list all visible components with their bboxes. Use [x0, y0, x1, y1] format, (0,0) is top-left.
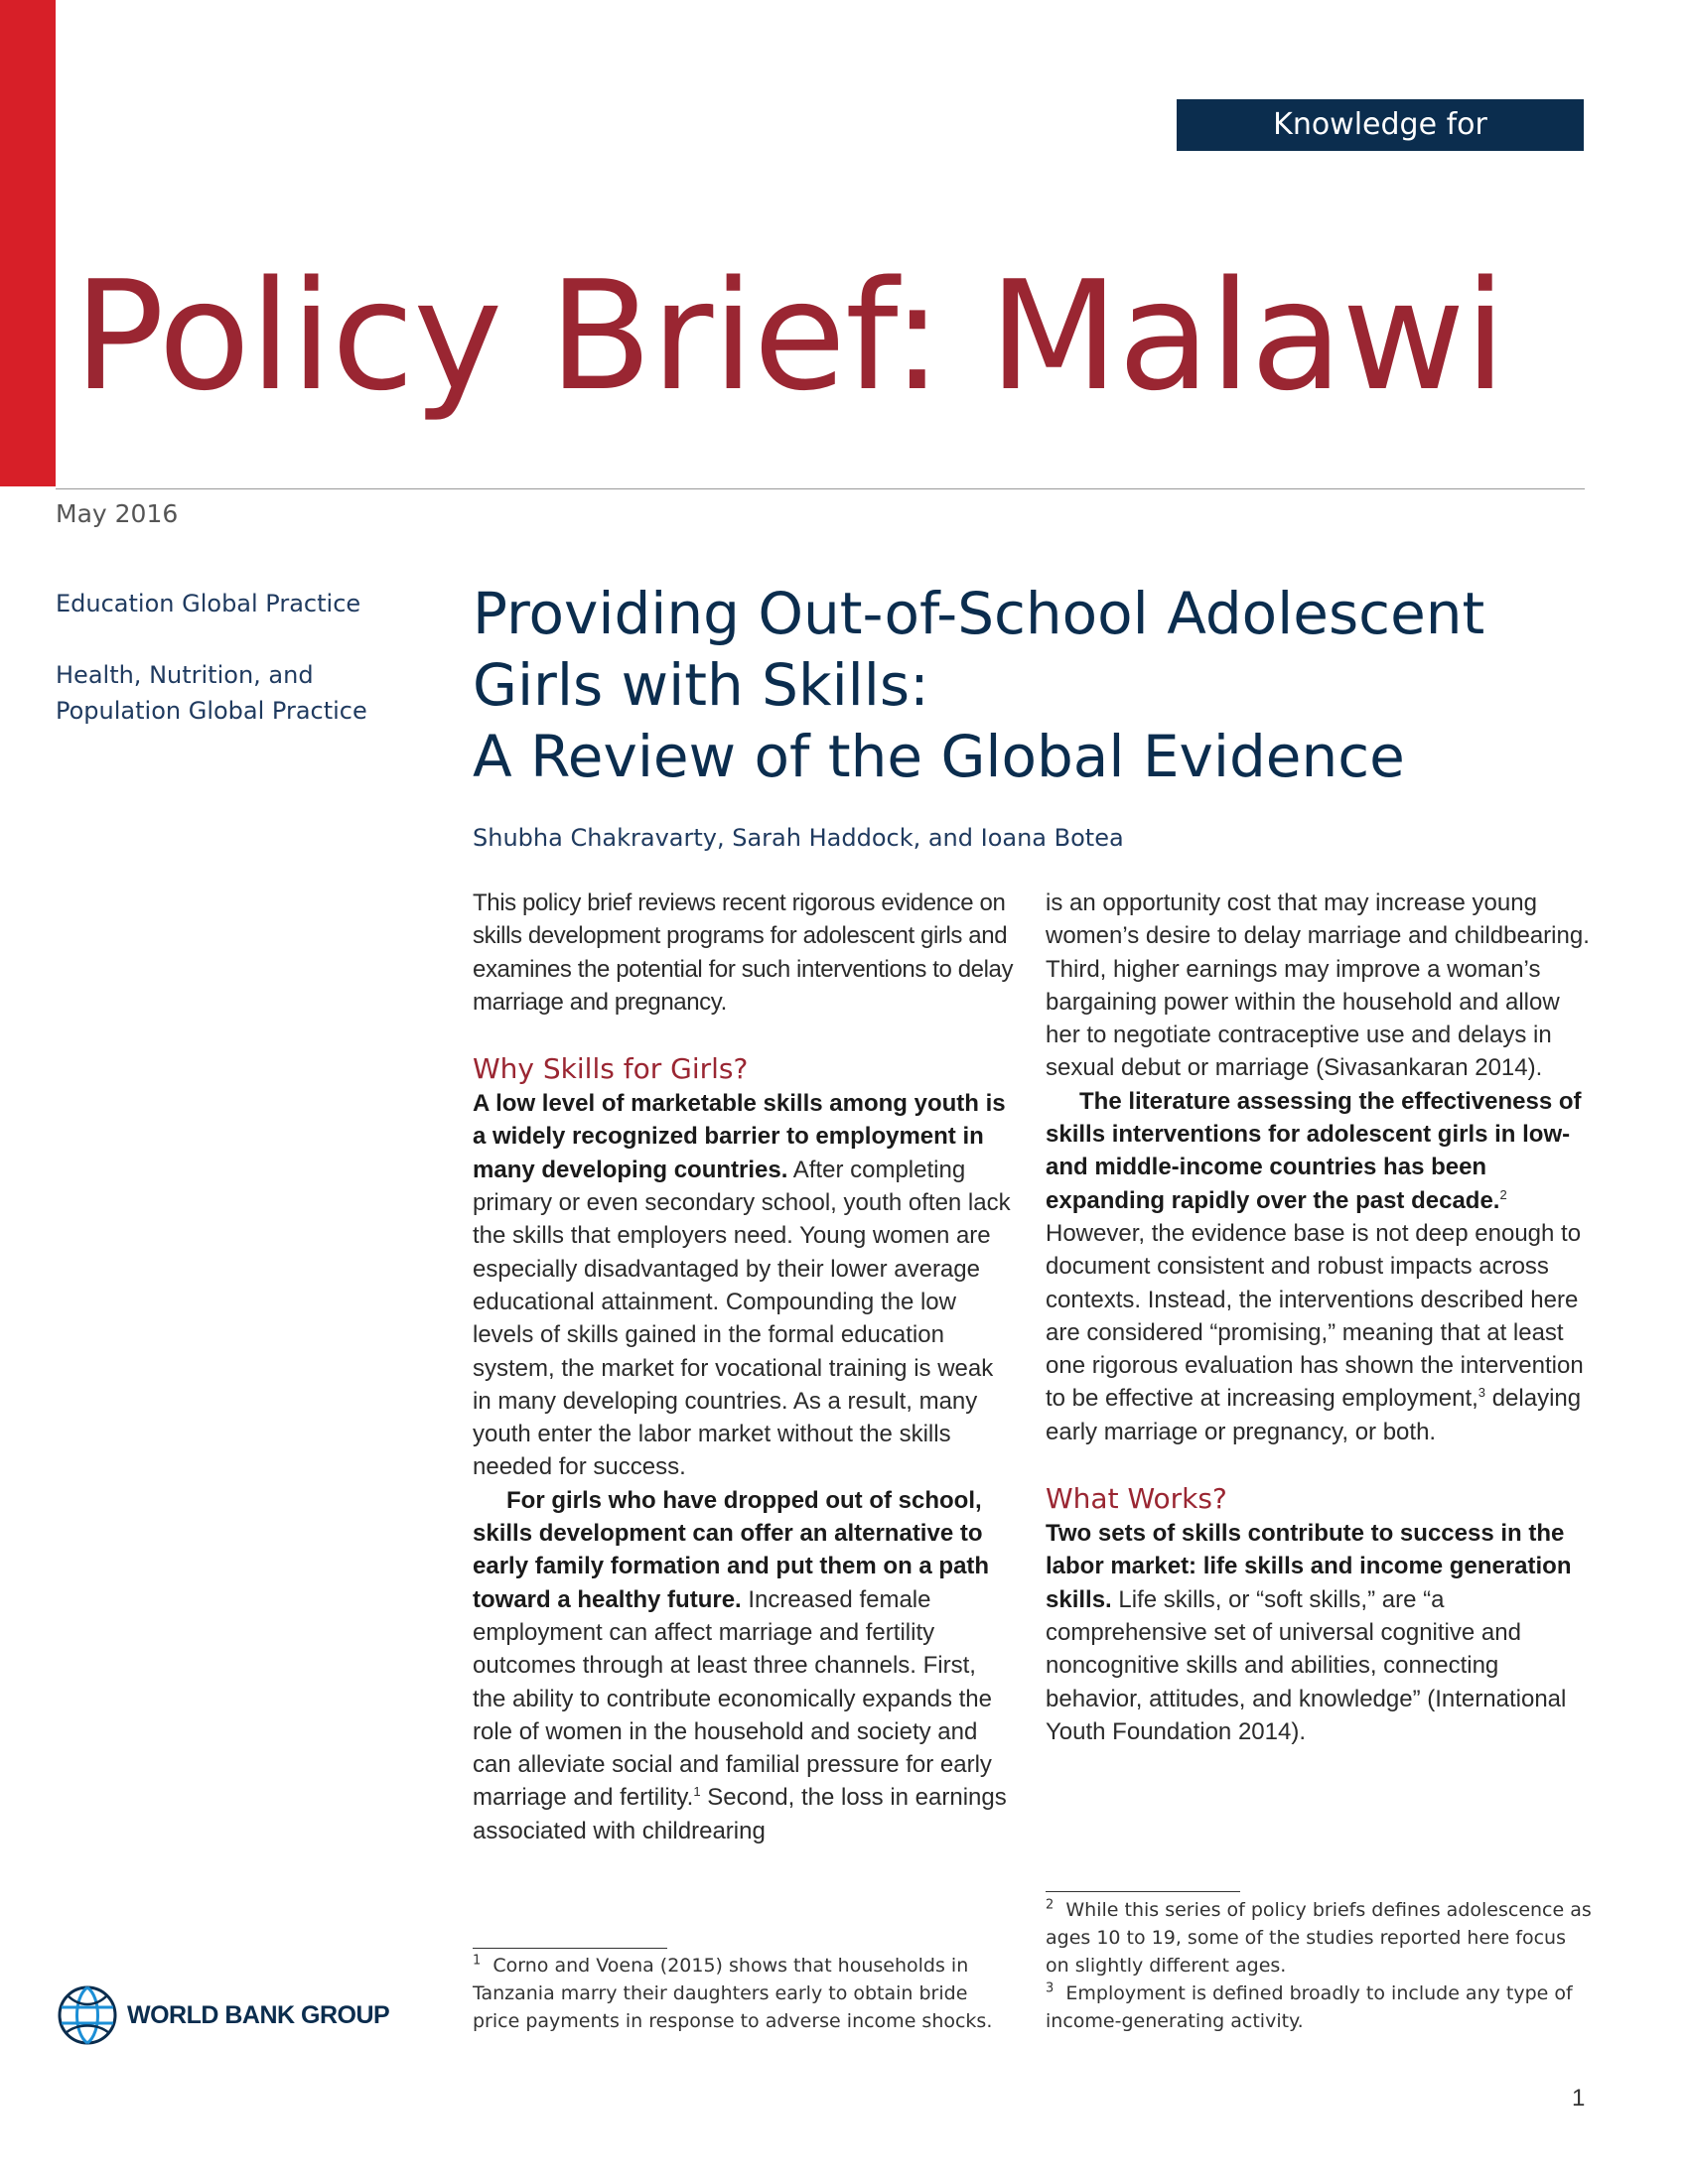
page-title: Policy Brief: Malawi: [73, 248, 1505, 424]
footnotes-right: [1046, 1896, 1592, 2035]
footnote-2: $^2$ While this series of policy briefs defines adolescence as ages 10 to 19, some of the studies reported here focus on slightly different ages.: [1046, 1897, 1592, 1977]
paragraph-2-lead: For girls who have dropped out of school, skills development can offer an alternative to early family formation and put them on a path toward a healthy future.: [473, 1486, 990, 1613]
paragraph-2-text: Increased female employment can affect marriage and fertility outcomes through at least three channels. First, the ability to contribute economically expands the role of women in the household and society and can alleviate social and familial pressure for early marriage and fertility.: [473, 1585, 992, 1812]
section-heading-what: What Works?: [1046, 1482, 1227, 1516]
authors: Shubha Chakravarty, Sarah Haddock, and Ioana Botea: [473, 824, 1124, 852]
world-bank-wordmark: WORLD BANK GROUP: [127, 2000, 390, 2029]
red-accent-bar: [0, 0, 56, 486]
footnote-divider-left: [473, 1948, 667, 1949]
article-title-line: A Review of the Global Evidence: [473, 723, 1405, 790]
right-column: [1046, 887, 1590, 1748]
paragraph-4: [1046, 1517, 1590, 1748]
header-divider: [56, 488, 1585, 489]
practice-education: Education Global Practice: [56, 590, 361, 617]
paragraph-1-text: After completing primary or even secondary school, youth often lack the skills that employers need. Young women are especially disadvantaged by their lower average educational attainment. Compounding the low levels of skills gained in the formal education system, the market for vocational training is weak in many developing countries. As a result, many youth enter the labor market without the skills needed for success.: [473, 1156, 1011, 1481]
paragraph-2-text-cont: Second, the loss in earnings associated with childrearing: [473, 1784, 1007, 1844]
paragraph-1-lead: A low level of marketable skills among youth is a widely recognized barrier to employment in many developing countries.: [473, 1090, 1006, 1183]
practice-list: [56, 586, 393, 764]
footnote-3: $^3$ Employment is defined broadly to include any type of income-generating activity.: [1046, 1980, 1573, 2032]
paragraph-1: [473, 1087, 1014, 1484]
paragraph-4-lead: Two sets of skills contribute to success in the labor market: life skills and income generation skills.: [1046, 1520, 1572, 1613]
footnote-1: $^1$ Corno and Voena (2015) shows that households in Tanzania marry their daughters early to obtain bride price payments in response to adverse income shocks.: [473, 1953, 993, 2032]
world-bank-globe-icon: [56, 1983, 119, 2047]
publication-date: May 2016: [56, 499, 179, 528]
footnote-ref-3[interactable]: 3: [1477, 1385, 1486, 1401]
article-title-line: Girls with Skills:: [473, 651, 929, 719]
paragraph-2: [473, 1484, 1014, 1847]
page-number: 1: [1572, 2085, 1586, 2112]
footnote-divider-right: [1046, 1891, 1240, 1892]
left-column: [473, 887, 1014, 1847]
knowledge-banner: Knowledge for Development: [1177, 99, 1584, 151]
paragraph-4-text: Life skills, or “soft skills,” are “a comprehensive set of universal cognitive and noncognitive skills and abilities, connecting behavior, attitudes, and knowledge” (International Youth Foundation 2014).: [1046, 1585, 1567, 1745]
paragraph-3-text-cont: delaying early marriage or pregnancy, or both.: [1046, 1385, 1582, 1445]
footnote-ref-2[interactable]: 2: [1499, 1186, 1507, 1202]
article-title-line: Providing Out-of-School Adolescent: [473, 580, 1485, 647]
intro-paragraph: This policy brief reviews recent rigorous evidence on skills development programs for adolescent girls and examines the potential for such interventions to delay marriage and pregnancy.: [473, 889, 1014, 1016]
article-title: [473, 578, 1565, 792]
practice-health: Health, Nutrition, and Population Global Practice: [56, 661, 367, 725]
paragraph-3: [1046, 1085, 1590, 1448]
footnotes-left: [473, 1952, 1014, 2035]
paragraph-2-continued: is an opportunity cost that may increase young women’s desire to delay marriage and childbearing. Third, higher earnings may improve a woman’s bargaining power within the household and allow her to negotiate contraceptive use and delays in sexual debut or marriage (Sivasankaran 2014).: [1046, 889, 1590, 1082]
paragraph-3-text: However, the evidence base is not deep enough to document consistent and robust impacts across contexts. Instead, the interventions described here are considered “promising,” meaning that at least one rigorous evaluation has shown the intervention to be effective at increasing employment,: [1046, 1219, 1584, 1413]
section-heading-why: Why Skills for Girls?: [473, 1052, 749, 1086]
paragraph-3-lead: The literature assessing the effectiveness of skills interventions for adolescent girls in low- and middle-income countries has been expanding rapidly over the past decade.: [1046, 1087, 1582, 1214]
world-bank-logo: [56, 1983, 389, 2047]
footnote-ref-1[interactable]: 1: [693, 1784, 701, 1800]
